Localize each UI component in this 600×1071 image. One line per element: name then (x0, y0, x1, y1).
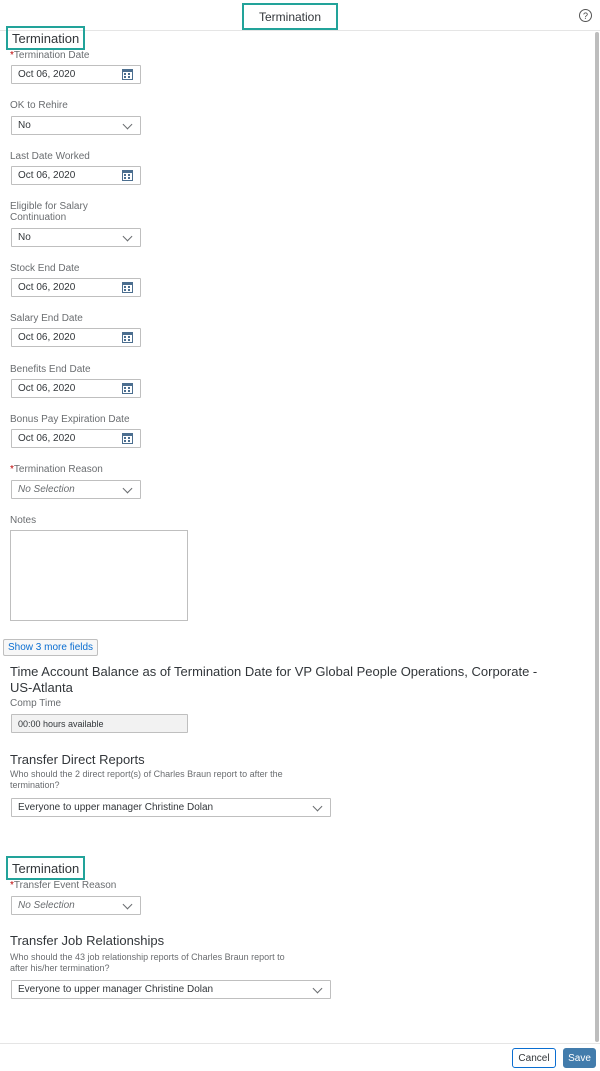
termination-date-value: Oct 06, 2020 (18, 69, 76, 80)
salary-end-date-field[interactable] (11, 328, 141, 347)
required-marker: * (10, 464, 14, 475)
bonus-pay-expiration-value: Oct 06, 2020 (18, 433, 76, 444)
transfer-job-relationships-value: Everyone to upper manager Christine Dolan (18, 984, 214, 995)
transfer-job-relationships-select[interactable] (11, 980, 331, 999)
termination-reason-placeholder: No Selection (18, 484, 75, 495)
comp-time-value: 00:00 hours available (18, 719, 104, 729)
ok-to-rehire-value: No (18, 120, 31, 131)
transfer-direct-reports-select[interactable] (11, 798, 331, 817)
eligible-salary-value: No (18, 232, 31, 243)
dialog-title: Termination (242, 3, 338, 30)
stock-end-date-field[interactable] (11, 278, 141, 297)
dialog-header (0, 0, 600, 31)
transfer-direct-reports-question-line1: Who should the 2 direct report(s) of Charles Braun report to after the (10, 769, 283, 779)
chevron-down-icon[interactable] (123, 900, 133, 910)
transfer-direct-reports-question-line2: termination? (10, 780, 60, 790)
scrollbar-thumb[interactable] (595, 32, 599, 1042)
calendar-icon[interactable] (122, 170, 133, 181)
termination-reason-label: *Termination Reason (10, 464, 103, 475)
termination-reason-select[interactable] (11, 480, 141, 499)
eligible-salary-select[interactable] (11, 228, 141, 247)
ok-to-rehire-label: OK to Rehire (10, 100, 68, 111)
help-icon[interactable]: ? (579, 9, 592, 22)
cancel-button[interactable]: Cancel (512, 1048, 556, 1068)
ok-to-rehire-select[interactable] (11, 116, 141, 135)
save-button[interactable]: Save (563, 1048, 596, 1068)
last-date-worked-field[interactable] (11, 166, 141, 185)
calendar-icon[interactable] (122, 332, 133, 343)
section-title-termination-2: Termination (6, 856, 85, 880)
calendar-icon[interactable] (122, 383, 133, 394)
chevron-down-icon[interactable] (123, 484, 133, 494)
stock-end-date-label: Stock End Date (10, 263, 80, 274)
transfer-direct-reports-title: Transfer Direct Reports (10, 752, 145, 767)
transfer-event-reason-select[interactable] (11, 896, 141, 915)
stock-end-date-value: Oct 06, 2020 (18, 282, 76, 293)
benefits-end-date-value: Oct 06, 2020 (18, 383, 76, 394)
termination-date-field[interactable] (11, 65, 141, 84)
transfer-event-reason-label: *Transfer Event Reason (10, 880, 117, 891)
last-date-worked-value: Oct 06, 2020 (18, 170, 76, 181)
notes-textarea[interactable] (10, 530, 188, 621)
salary-end-date-label: Salary End Date (10, 313, 83, 324)
show-more-fields-button[interactable]: Show 3 more fields (3, 639, 98, 656)
time-account-title-line1: Time Account Balance as of Termination Date for VP Global People Operations, Corporate - (10, 664, 538, 679)
section-title-termination: Termination (6, 26, 85, 50)
termination-date-label: *Termination Date (10, 50, 90, 61)
last-date-worked-label: Last Date Worked (10, 151, 90, 162)
required-marker: * (10, 880, 14, 891)
eligible-salary-label-line1: Eligible for Salary (10, 201, 88, 212)
benefits-end-date-label: Benefits End Date (10, 364, 91, 375)
bonus-pay-expiration-field[interactable] (11, 429, 141, 448)
calendar-icon[interactable] (122, 282, 133, 293)
transfer-event-reason-placeholder: No Selection (18, 900, 75, 911)
dialog-footer (0, 1043, 600, 1071)
comp-time-field (11, 714, 188, 733)
chevron-down-icon[interactable] (313, 802, 323, 812)
chevron-down-icon[interactable] (123, 232, 133, 242)
benefits-end-date-field[interactable] (11, 379, 141, 398)
transfer-job-relationships-question-line1: Who should the 43 job relationship reports of Charles Braun report to (10, 952, 285, 962)
time-account-title-line2: US-Atlanta (10, 680, 73, 695)
comp-time-label: Comp Time (10, 698, 62, 709)
chevron-down-icon[interactable] (313, 984, 323, 994)
salary-end-date-value: Oct 06, 2020 (18, 332, 76, 343)
chevron-down-icon[interactable] (123, 120, 133, 130)
required-marker: * (10, 50, 14, 61)
notes-label: Notes (10, 515, 37, 526)
calendar-icon[interactable] (122, 69, 133, 80)
eligible-salary-label-line2: Continuation (10, 212, 67, 223)
transfer-job-relationships-question-line2: after his/her termination? (10, 963, 110, 973)
bonus-pay-expiration-label: Bonus Pay Expiration Date (10, 414, 130, 425)
transfer-direct-reports-value: Everyone to upper manager Christine Dolan (18, 802, 214, 813)
transfer-job-relationships-title: Transfer Job Relationships (10, 933, 165, 948)
calendar-icon[interactable] (122, 433, 133, 444)
